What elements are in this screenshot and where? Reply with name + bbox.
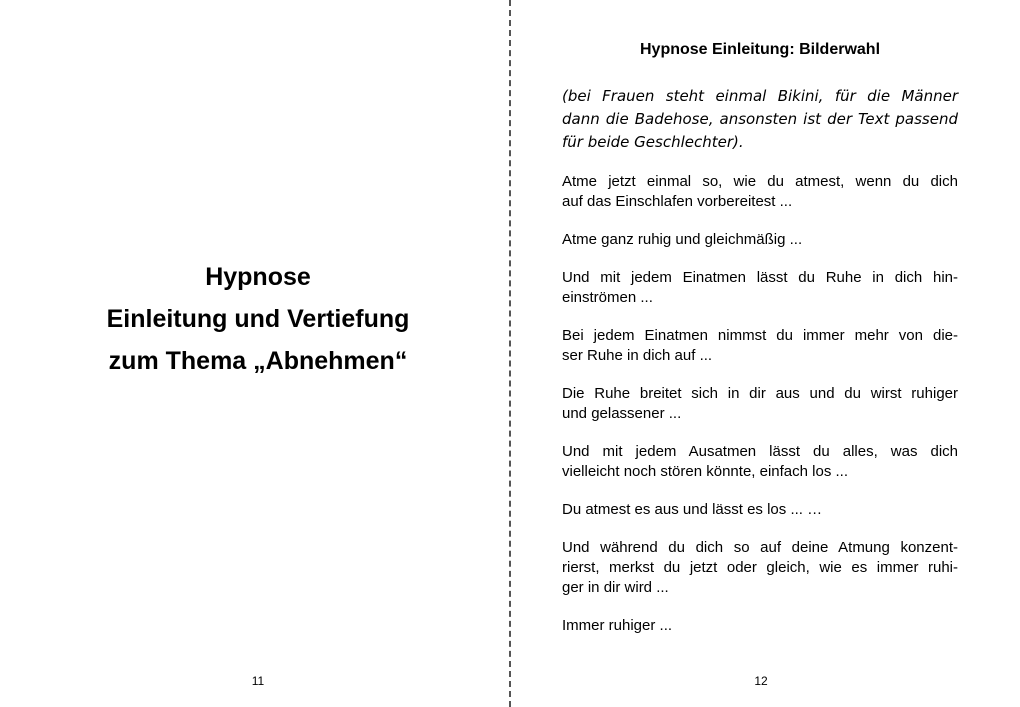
paragraph-line: ser Ruhe in dich auf ... (562, 347, 713, 364)
page-number-left: 11 (251, 674, 265, 688)
paragraph-line: Atme jetzt einmal so, wie du atmest, wenn du dich (562, 173, 958, 190)
page-number-right: 12 (754, 674, 768, 688)
title-line: Einleitung und Vertiefung (106, 305, 410, 333)
paragraph-line: Und mit jedem Ausatmen lässt du alles, was dich (562, 443, 958, 460)
title-line: Hypnose (205, 263, 311, 291)
paragraph-line: Und während du dich so auf deine Atmung konzent- (562, 539, 958, 556)
paragraph-line: rierst, merkst du jetzt oder gleich, wie es immer ruhi- (562, 559, 958, 576)
paragraph (562, 230, 958, 250)
paragraph-line: Atme ganz ruhig und gleichmäßig ... (562, 231, 803, 248)
paragraph-line: Die Ruhe breitet sich in dir aus und du wirst ruhiger (562, 385, 958, 402)
paragraph-line: vielleicht noch stören könnte, einfach los ... (562, 463, 848, 480)
note-line: für beide Geschlechter). (562, 133, 744, 151)
paragraph-line: ger in dir wird ... (562, 579, 669, 596)
title-line: zum Thema „Abnehmen“ (108, 347, 408, 375)
section-heading: Hypnose Einleitung: Bilderwahl (639, 41, 881, 58)
note-line: dann die Badehose, ansonsten ist der Text passend (562, 110, 958, 128)
paragraph-line: Immer ruhiger ... (562, 617, 673, 634)
paragraph (562, 268, 958, 308)
paragraph-line: Und mit jedem Einatmen lässt du Ruhe in dich hin- (562, 269, 958, 286)
right-page-content (562, 40, 958, 654)
paragraph-line: und gelassener ... (562, 405, 682, 422)
paragraph (562, 538, 958, 598)
left-page-title (0, 256, 516, 382)
paragraph-line: Bei jedem Einatmen nimmst du immer mehr von die- (562, 327, 958, 344)
paragraph-line: Du atmest es aus und lässt es los ... … (562, 501, 823, 518)
paragraph-line: einströmen ... (562, 289, 653, 306)
paragraph (562, 500, 958, 520)
paragraph (562, 326, 958, 366)
paragraph (562, 172, 958, 212)
paragraph (562, 384, 958, 424)
italic-note (562, 85, 958, 154)
paragraph (562, 616, 958, 636)
right-page (511, 0, 1020, 707)
note-line: (bei Frauen steht einmal Bikini, für die Männer (562, 87, 958, 105)
paragraph (562, 442, 958, 482)
paragraph-line: auf das Einschlafen vorbereitest ... (562, 193, 793, 210)
